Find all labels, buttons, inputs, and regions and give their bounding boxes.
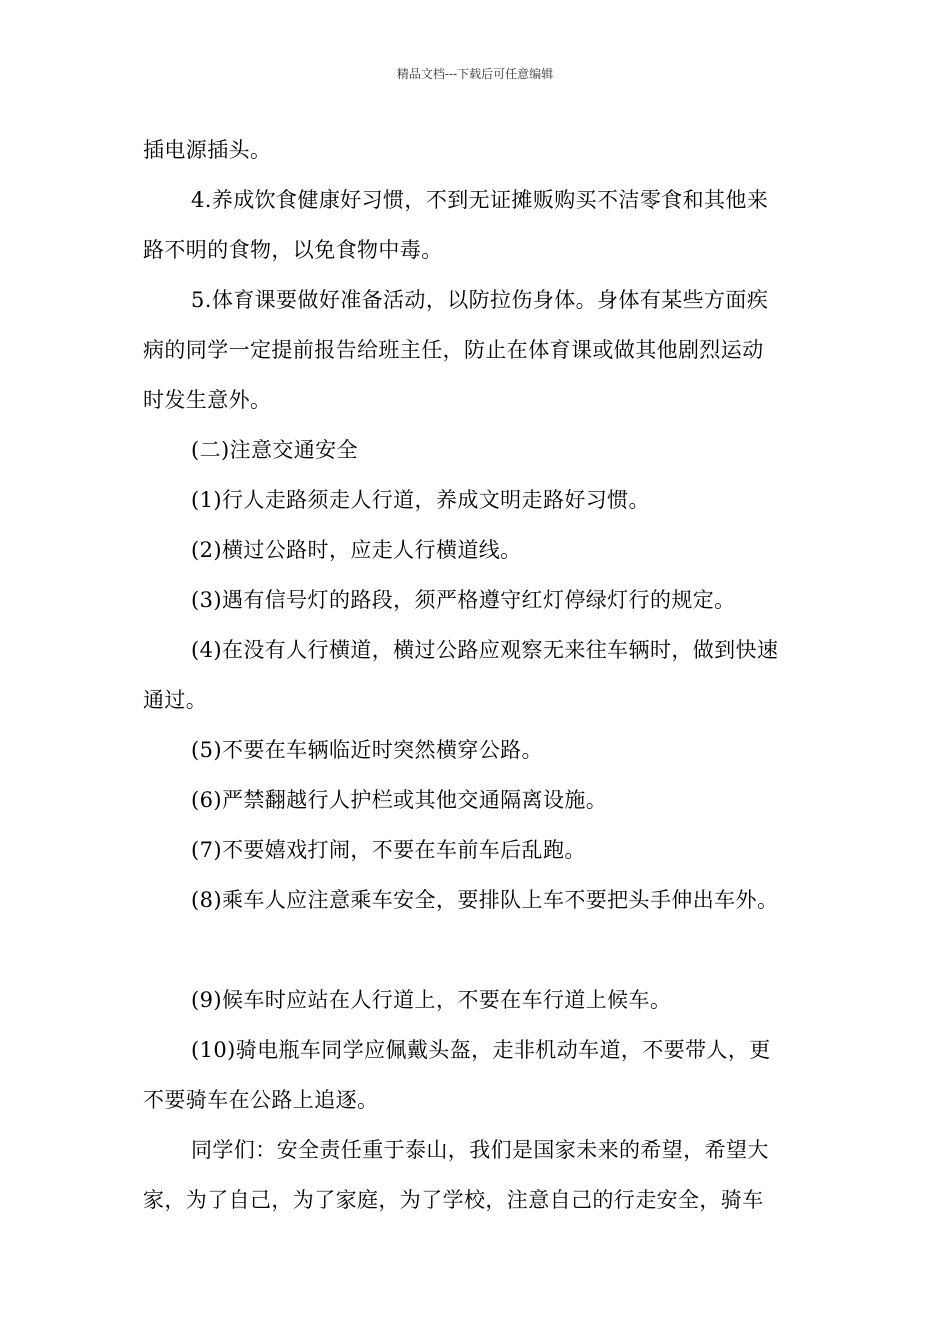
text-line: 病的同学一定提前报告给班主任，防止在体育课或做其他剧烈运动	[143, 338, 764, 362]
text-line: 路不明的食物，以免食物中毒。	[143, 238, 443, 262]
closing-paragraph: 同学们：安全责任重于泰山，我们是国家未来的希望，希望大	[191, 1138, 769, 1162]
document-body	[143, 125, 807, 1225]
text-line: 不要骑车在公路上追逐。	[143, 1088, 379, 1112]
list-item-5: 5.体育课要做好准备活动，以防拉伤身体。身体有某些方面疾	[191, 288, 769, 312]
list-item: (3)遇有信号灯的路段，须严格遵守红灯停绿灯行的规定。	[191, 588, 736, 612]
list-item: (8)乘车人应注意乘车安全，要排队上车不要把头手伸出车外。	[191, 888, 779, 912]
text-line: 插电源插头。	[143, 138, 272, 162]
list-item-4: 4.养成饮食健康好习惯，不到无证摊贩购买不洁零食和其他来	[191, 188, 769, 212]
list-item: (10)骑电瓶车同学应佩戴头盔，走非机动车道，不要带人，更	[191, 1038, 771, 1062]
text-line: 家，为了自己，为了家庭，为了学校，注意自己的行走安全，骑车	[143, 1188, 764, 1212]
list-item: (6)严禁翻越行人护栏或其他交通隔离设施。	[191, 788, 608, 812]
list-item: (2)横过公路时，应走人行横道线。	[191, 538, 522, 562]
section-heading: (二)注意交通安全	[191, 438, 358, 462]
page-header: 精品文档---下载后可任意编辑	[396, 67, 554, 81]
list-item: (7)不要嬉戏打闹，不要在车前车后乱跑。	[191, 838, 586, 862]
text-line: 通过。	[143, 688, 208, 712]
list-item: (5)不要在车辆临近时突然横穿公路。	[191, 738, 543, 762]
list-item: (9)候车时应站在人行道上，不要在车行道上候车。	[191, 988, 672, 1012]
list-item: (4)在没有人行横道，横过公路应观察无来往车辆时，做到快速	[191, 638, 779, 662]
list-item: (1)行人走路须走人行道，养成文明走路好习惯。	[191, 488, 650, 512]
text-line: 时发生意外。	[143, 388, 272, 412]
blank-line	[143, 925, 807, 975]
